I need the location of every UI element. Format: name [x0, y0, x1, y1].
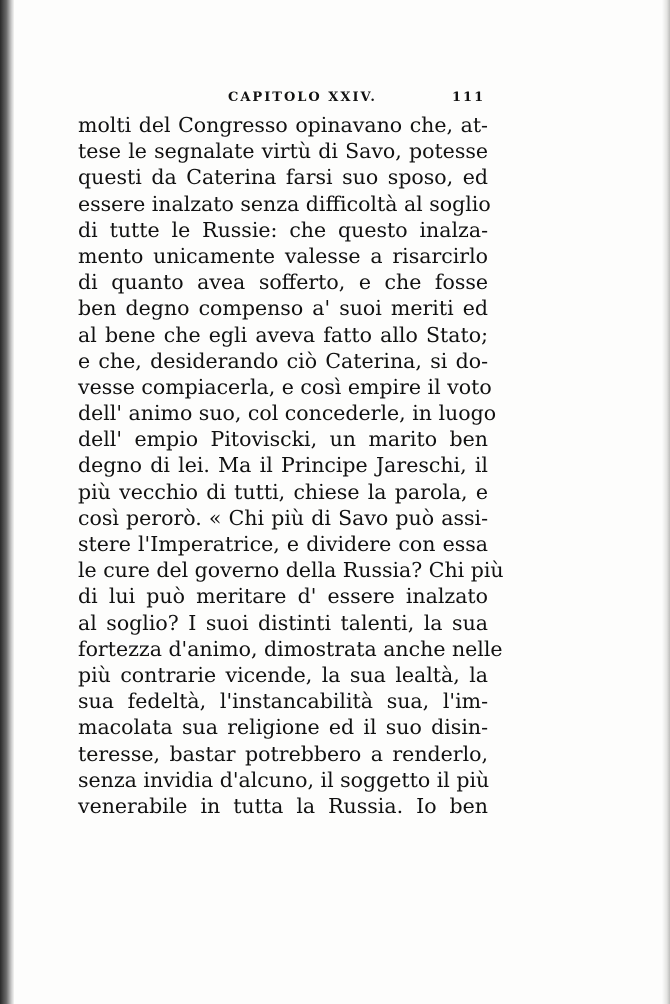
text-line: e che, desiderando ciò Caterina, si do-: [78, 348, 488, 373]
text-line: teresse, bastar potrebbero a renderlo,: [78, 741, 488, 766]
body-text: [78, 112, 504, 819]
text-line: stere l'Imperatrice, e dividere con essa: [78, 532, 488, 556]
text-line: sua fedeltà, l'instancabilità sua, l'im-: [78, 689, 488, 714]
text-line: dell' animo suo, col concederle, in luogo: [78, 401, 497, 426]
text-line: vesse compiacerla, e così empire il voto: [78, 374, 492, 399]
text-line: molti del Congresso opinavano che, at-: [78, 113, 488, 137]
text-line: dell' empio Pitoviscki, un marito ben: [78, 427, 488, 452]
text-line: senza invidia d'alcuno, il soggetto il più: [78, 767, 490, 792]
page-number: 111: [452, 90, 486, 105]
text-line: degno di lei. Ma il Principe Jareschi, il: [78, 453, 488, 478]
text-line: più vecchio di tutti, chiese la parola, e: [78, 479, 488, 504]
text-line: di lui può meritare d' essere inalzato: [78, 584, 488, 609]
text-line: più contrarie vicende, la sua lealtà, la: [78, 662, 488, 687]
text-line: venerabile in tutta la Russia. Io ben: [78, 793, 488, 818]
text-line: fortezza d'animo, dimostrata anche nelle: [78, 636, 503, 661]
text-line: mento unicamente valesse a risarcirlo: [78, 243, 488, 268]
running-head: CAPITOLO XXIV.: [228, 90, 377, 105]
binding-edge: [0, 0, 14, 1004]
text-line: le cure del governo della Russia? Chi più: [78, 558, 504, 583]
text-line: ben degno compenso a' suoi meriti ed: [78, 296, 488, 321]
text-line: essere inalzato senza difficoltà al soglio: [78, 191, 491, 216]
text-line: al bene che egli aveva fatto allo Stato;: [78, 322, 488, 347]
text-line: tese le segnalate virtù di Savo, potesse: [78, 139, 488, 164]
text-line: così perorò. « Chi più di Savo può assi-: [78, 505, 488, 530]
text-line: al soglio? I suoi distinti talenti, la sua: [78, 610, 488, 635]
text-line: questi da Caterina farsi suo sposo, ed: [78, 165, 488, 190]
text-line: di tutte le Russie: che questo inalza-: [78, 217, 488, 242]
text-line: macolata sua religione ed il suo disin-: [78, 715, 488, 740]
text-line: di quanto avea sofferto, e che fosse: [78, 270, 488, 295]
page-edge: [662, 0, 670, 1004]
